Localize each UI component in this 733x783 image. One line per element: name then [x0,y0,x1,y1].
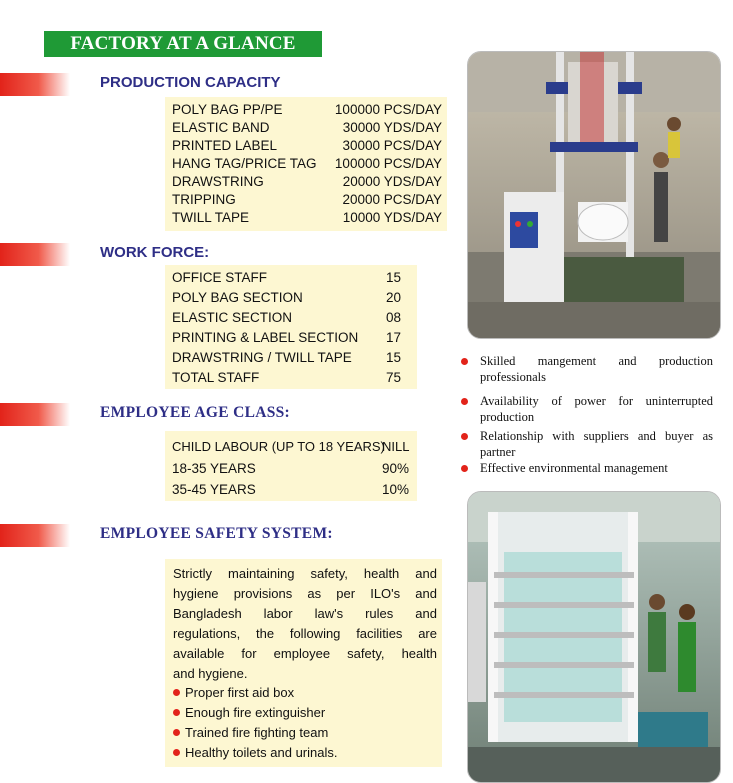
age-value: 90% [382,461,410,476]
production-item: ELASTIC BAND [172,120,270,135]
production-item: PRINTED LABEL [172,138,278,153]
safety-line: available for employee safety, health [173,646,437,661]
bullet-icon [461,358,468,365]
bullet-icon [461,398,468,405]
age-value: NILL [382,439,410,454]
safety-line: regulations, the following facilities are [173,626,437,641]
workforce-value: 20 [386,290,402,305]
bullet-icon [173,749,180,756]
bullet-icon [173,689,180,696]
safety-line: hygiene provisions as per ILO's and [173,586,437,601]
workforce-value: 15 [386,350,402,365]
production-item: TWILL TAPE [172,210,250,225]
highlight-item: Relationship with suppliers and buyer as partner [461,428,713,460]
section-marker [0,403,70,426]
production-value: 20000 YDS/DAY [342,174,442,189]
bullet-icon [461,433,468,440]
workforce-item: OFFICE STAFF [172,270,267,285]
workforce-value: 08 [386,310,402,325]
production-value: 30000 PCS/DAY [342,138,442,153]
safety-bullet: Trained fire fighting team [173,725,328,740]
workforce-item: ELASTIC SECTION [172,310,293,325]
age-heading: EMPLOYEE AGE CLASS: [100,404,291,421]
production-item: HANG TAG/PRICE TAG [172,156,317,171]
safety-heading: EMPLOYEE SAFETY SYSTEM: [100,525,333,542]
workforce-value: 75 [386,370,402,385]
workforce-item: POLY BAG SECTION [172,290,303,305]
production-item: DRAWSTRING [172,174,264,189]
safety-box [165,559,442,767]
age-value: 10% [382,482,410,497]
workforce-value: 15 [386,270,402,285]
age-table [165,431,417,501]
safety-bullet: Proper first aid box [173,685,294,700]
safety-line: Bangladesh labor law's rules and [173,606,437,621]
machine-photo-top [467,51,721,339]
production-value: 100000 PCS/DAY [334,156,442,171]
highlight-item: Availability of power for uninterrupted production [461,393,713,425]
workforce-heading: WORK FORCE: [100,244,210,261]
section-marker [0,524,70,547]
production-value: 10000 YDS/DAY [342,210,442,225]
production-table [165,97,447,231]
machine-photo-bottom [467,491,721,783]
production-item: POLY BAG PP/PE [172,102,283,117]
workforce-item: PRINTING & LABEL SECTION [172,330,359,345]
highlight-item: Skilled mangement and production professionals [461,353,713,385]
page-title: FACTORY AT A GLANCE [44,31,322,57]
safety-paragraph [173,564,437,684]
section-marker [0,73,70,96]
bullet-icon [173,709,180,716]
bullet-icon [173,729,180,736]
safety-bullet: Healthy toilets and urinals. [173,745,337,760]
workforce-item: TOTAL STAFF [172,370,260,385]
production-value: 20000 PCS/DAY [342,192,442,207]
printing-machine-image [468,492,720,782]
section-marker [0,243,70,266]
workforce-table [165,265,417,389]
production-value: 30000 YDS/DAY [342,120,442,135]
age-item: CHILD LABOUR (UP TO 18 YEARS) [172,439,385,454]
production-heading: PRODUCTION CAPACITY [100,74,281,91]
safety-line: Strictly maintaining safety, health and [173,566,437,581]
workforce-value: 17 [386,330,402,345]
production-item: TRIPPING [172,192,236,207]
highlight-item: Effective environmental management [461,460,713,476]
safety-line: and hygiene. [173,666,248,681]
safety-bullet: Enough fire extinguisher [173,705,325,720]
age-item: 35-45 YEARS [172,482,256,497]
production-value: 100000 PCS/DAY [334,102,442,117]
workforce-item: DRAWSTRING / TWILL TAPE [172,350,352,365]
age-item: 18-35 YEARS [172,461,256,476]
bullet-icon [461,465,468,472]
blown-film-machine-image [468,52,720,338]
